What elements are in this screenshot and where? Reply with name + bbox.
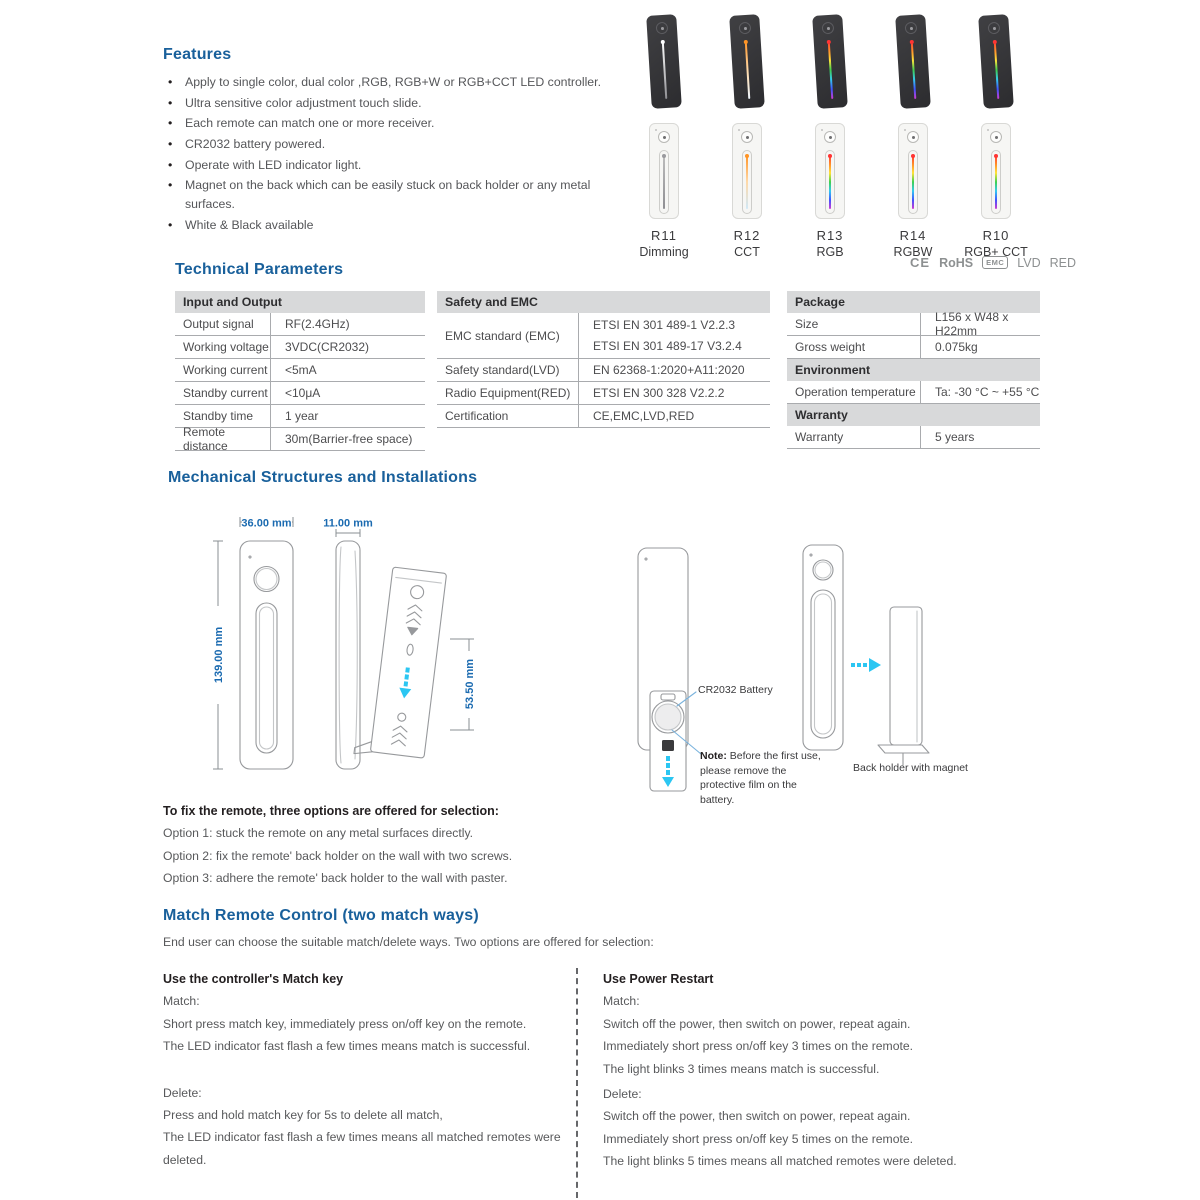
- power-button-icon: [905, 22, 918, 35]
- fixing-option: Option 1: stuck the remote on any metal surfaces directly.: [163, 826, 474, 841]
- remote-image-white: [732, 123, 762, 219]
- power-button-icon: [907, 131, 919, 143]
- power-button-icon: [988, 22, 1001, 35]
- table-row: Standby time 1 year: [175, 405, 425, 428]
- remote-image-black: [646, 14, 682, 109]
- product-type: RGB: [816, 245, 844, 259]
- feature-item: • Each remote can match one or more receiver.: [168, 114, 626, 133]
- back-view-drawing: [803, 545, 843, 750]
- features-list: [168, 73, 626, 237]
- slider-track-icon: [659, 150, 669, 214]
- match-subtitle: End user can choose the suitable match/delete ways. Two options are offered for selection:: [163, 935, 654, 949]
- table-row: Output signal RF(2.4GHz): [175, 313, 425, 336]
- back-holder-drawing: [878, 607, 929, 765]
- back-holder-detail-drawing: [354, 565, 447, 762]
- match-line: Switch off the power, then switch on power, repeat again.: [603, 1016, 911, 1031]
- match-heading: Match Remote Control (two match ways): [163, 907, 479, 924]
- match-left-heading: Use the controller's Match key: [163, 972, 344, 986]
- match-line: Immediately short press on/off key 3 times on the remote.: [603, 1039, 914, 1054]
- fixing-title: To fix the remote, three options are offered for selection:: [163, 804, 499, 818]
- dimension-lines-side: [336, 529, 360, 537]
- dim-holder-label: 53.50 mm: [464, 658, 476, 710]
- fixing-option: Option 3: adhere the remote' back holder to the wall with paster.: [163, 871, 508, 886]
- remote-image-white: [815, 123, 845, 219]
- remote-image-white: [649, 123, 679, 219]
- slider-track-icon: [825, 150, 835, 214]
- input-output-table: [175, 291, 425, 451]
- match-label: Match:: [603, 994, 640, 1009]
- power-button-icon: [658, 131, 670, 143]
- table-row: Safety standard(LVD) EN 62368-1:2020+A11:2020: [437, 359, 770, 382]
- product-r12: [706, 12, 788, 259]
- battery-installation-drawing: [638, 548, 701, 791]
- table-header: Environment: [787, 359, 1040, 381]
- front-view-drawing: [240, 541, 293, 769]
- table-row: Working current <5mA: [175, 359, 425, 382]
- dim-width-label: 36.00 mm: [241, 517, 292, 530]
- delete-line: The LED indicator fast flash a few times means all matched remotes were deleted.: [163, 1130, 561, 1167]
- package-environment-warranty-table: [787, 291, 1040, 449]
- slider-track-icon: [742, 150, 752, 214]
- bullet-icon: •: [168, 217, 173, 232]
- table-row: Remote distance 30m(Barrier-free space): [175, 428, 425, 451]
- slider-track-icon: [908, 150, 918, 214]
- remote-image-black: [729, 14, 765, 109]
- table-row: Warranty 5 years: [787, 426, 1040, 449]
- delete-label: Delete:: [603, 1087, 642, 1102]
- match-right-heading: Use Power Restart: [603, 972, 714, 986]
- remote-image-black: [978, 14, 1014, 109]
- delete-line: Press and hold match key for 5s to delete all match,: [163, 1108, 443, 1123]
- feature-item: • Ultra sensitive color adjustment touch slide.: [168, 94, 626, 113]
- product-type: Dimming: [639, 245, 689, 259]
- slider-track-icon: [994, 41, 1000, 99]
- product-type: CCT: [734, 245, 760, 259]
- side-view-drawing: [336, 541, 360, 769]
- dim-thickness-label: 11.00 mm: [323, 517, 373, 530]
- product-model: R14: [899, 228, 927, 243]
- features-heading: Features: [163, 46, 232, 63]
- back-holder-label: Back holder with magnet: [853, 762, 968, 774]
- table-row: Certification CE,EMC,LVD,RED: [437, 405, 770, 428]
- match-line: The light blinks 3 times means match is successful.: [603, 1061, 880, 1076]
- bullet-icon: •: [168, 116, 173, 131]
- match-line: Short press match key, immediately press on/off key on the remote.: [163, 1016, 527, 1031]
- table-row: Working voltage 3VDC(CR2032): [175, 336, 425, 359]
- feature-item: • Operate with LED indicator light.: [168, 156, 626, 175]
- remote-image-black: [812, 14, 848, 109]
- delete-line: Immediately short press on/off key 5 times on the remote.: [603, 1131, 914, 1146]
- product-r14: [872, 12, 954, 259]
- product-r13: [789, 12, 871, 259]
- red-mark: RED: [1049, 255, 1077, 270]
- delete-line: The light blinks 5 times means all matched remotes were deleted.: [603, 1154, 957, 1169]
- product-gallery: [623, 12, 1037, 259]
- certification-marks: [910, 255, 1076, 270]
- power-button-icon: [990, 131, 1002, 143]
- power-button-icon: [741, 131, 753, 143]
- battery-label: CR2032 Battery: [698, 684, 773, 696]
- power-button-icon: [824, 131, 836, 143]
- fixing-options: [163, 800, 683, 890]
- table-row: Radio Equipment(RED) ETSI EN 300 328 V2.2.2: [437, 382, 770, 405]
- bullet-icon: •: [168, 95, 173, 110]
- attach-right-arrow-icon: [851, 658, 881, 672]
- slider-track-icon: [662, 41, 668, 99]
- match-right-column: [603, 968, 1033, 1173]
- slider-track-icon: [828, 41, 834, 99]
- table-row: EMC standard (EMC) ETSI EN 301 489-1 V2.2.3 ETSI EN 301 489-17 V3.2.4: [437, 313, 770, 359]
- column-divider: [576, 968, 578, 1198]
- mechanical-diagram: [150, 503, 1050, 798]
- slider-track-icon: [991, 150, 1001, 214]
- product-type: RGBW: [893, 245, 933, 259]
- bullet-icon: •: [168, 75, 173, 89]
- feature-item: • White & Black available: [168, 216, 626, 235]
- table-row: Operation temperature Ta: -30 °C ~ +55 °C: [787, 381, 1040, 404]
- lvd-mark: LVD: [1017, 255, 1041, 270]
- fixing-option: Option 2: fix the remote' back holder on the wall with two screws.: [163, 848, 513, 863]
- rohs-mark: RoHS: [939, 255, 974, 270]
- dim-height-label: 139.00 mm: [213, 626, 225, 684]
- technical-parameters-heading: Technical Parameters: [175, 261, 344, 278]
- table-header: Safety and EMC: [437, 291, 770, 313]
- table-header: Input and Output: [175, 291, 425, 313]
- safety-emc-table: [437, 291, 770, 428]
- table-row: Gross weight 0.075kg: [787, 336, 1040, 359]
- battery-note: Note: Before the first use, please remove the protective film on the battery.: [700, 750, 821, 806]
- table-row: Size L156 x W48 x H22mm: [787, 313, 1040, 336]
- product-r11: [623, 12, 705, 259]
- table-header: Warranty: [787, 404, 1040, 426]
- mechanical-heading: Mechanical Structures and Installations: [168, 469, 478, 486]
- match-left-column: [163, 968, 571, 1171]
- product-model: R13: [816, 228, 844, 243]
- match-line: The LED indicator fast flash a few times means match is successful.: [163, 1039, 531, 1054]
- remote-image-white: [898, 123, 928, 219]
- note-label: Note:: [700, 750, 727, 762]
- product-model: R11: [651, 228, 677, 243]
- delete-label: Delete:: [163, 1085, 202, 1100]
- match-label: Match:: [163, 994, 200, 1009]
- bullet-icon: •: [168, 136, 173, 151]
- slider-track-icon: [745, 41, 751, 99]
- bullet-icon: •: [168, 178, 173, 193]
- slider-track-icon: [911, 41, 917, 99]
- product-r10: [955, 12, 1037, 259]
- product-model: R10: [982, 228, 1010, 243]
- emc-mark: EMC: [982, 256, 1008, 269]
- feature-item: • Magnet on the back which can be easily stuck on back holder or any metal surfaces.: [168, 176, 626, 214]
- product-model: R12: [733, 228, 761, 243]
- remote-image-white: [981, 123, 1011, 219]
- feature-item: • Apply to single color, dual color ,RGB, RGB+W or RGB+CCT LED controller.: [168, 73, 626, 92]
- table-header: Package: [787, 291, 1040, 313]
- bullet-icon: •: [168, 157, 173, 172]
- power-button-icon: [739, 22, 752, 35]
- power-button-icon: [656, 22, 669, 35]
- feature-item: • CR2032 battery powered.: [168, 135, 626, 154]
- product-type: RGB+ CCT: [964, 245, 1028, 259]
- delete-line: Switch off the power, then switch on power, repeat again.: [603, 1109, 911, 1124]
- remote-image-black: [895, 14, 931, 109]
- ce-mark-icon: CE: [910, 255, 931, 270]
- table-row: Standby current <10μA: [175, 382, 425, 405]
- power-button-icon: [822, 22, 835, 35]
